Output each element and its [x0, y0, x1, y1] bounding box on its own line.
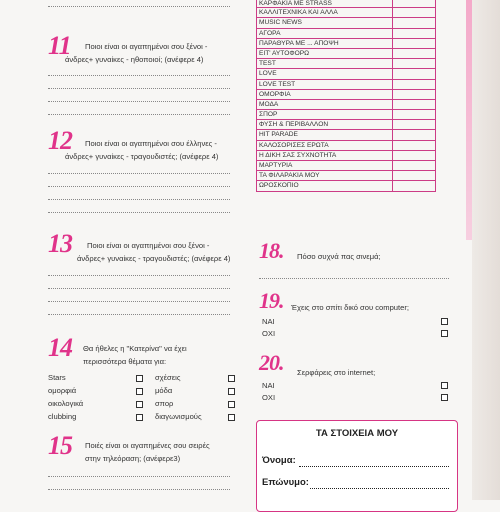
section-label: LOVE TEST: [257, 80, 393, 89]
question-text: Ποιοι είναι οι αγαπημένοι σου ξένοι -: [85, 42, 208, 51]
option-checkbox[interactable]: [228, 375, 235, 382]
question-text: Ποιοι είναι οι αγαπημένοι σου έλληνες -: [85, 139, 217, 148]
table-row: [256, 29, 436, 39]
section-label: ΑΓΟΡΑ: [257, 29, 393, 38]
surname-label: Επώνυμο:: [262, 477, 309, 488]
rating-cell[interactable]: [393, 171, 437, 180]
rating-cell[interactable]: [393, 151, 437, 160]
option-label: διαγωνισμούς: [155, 412, 202, 421]
rating-cell[interactable]: [393, 130, 437, 139]
name-label: Όνομα:: [262, 455, 296, 466]
question-text: άνδρες+ γυναίκες - τραγουδιστές; (ανέφερε 4): [77, 254, 231, 263]
rating-cell[interactable]: [393, 100, 437, 109]
question-text: Σερφάρεις στο internet;: [297, 368, 376, 377]
no-checkbox[interactable]: [441, 330, 448, 337]
option-label: οικολογικά: [48, 399, 84, 408]
section-label: LOVE: [257, 69, 393, 78]
section-label: ΚΑΡΦΑΚΙΑ ΜΕ STRASS: [257, 0, 393, 7]
table-row: [256, 120, 436, 130]
rating-cell[interactable]: [393, 110, 437, 119]
section-label: ΤΑ ΦΙΛΑΡΑΚΙΑ ΜΟΥ: [257, 171, 393, 180]
name-field[interactable]: [299, 466, 449, 467]
answer-line[interactable]: [48, 88, 230, 89]
table-row: [256, 69, 436, 79]
yes-option-label: ΝΑΙ: [262, 317, 275, 326]
option-label: clubbing: [48, 412, 77, 421]
details-title: ΤΑ ΣΤΟΙΧΕΙΑ ΜΟΥ: [315, 428, 399, 439]
section-label: Η ΔΙΚΗ ΣΑΣ ΣΥΧΝΟΤΗΤΑ: [257, 151, 393, 160]
section-label: TEST: [257, 59, 393, 68]
answer-line[interactable]: [48, 186, 230, 187]
question-number: 11: [48, 31, 71, 60]
table-row: [256, 171, 436, 181]
rating-cell[interactable]: [393, 181, 437, 190]
table-row: [256, 18, 436, 28]
question-number: 12: [48, 126, 72, 155]
option-label: μόδα: [155, 386, 173, 395]
question-number: 13: [48, 229, 72, 258]
section-label: ΟΜΟΡΦΙΑ: [257, 90, 393, 99]
table-row: [256, 80, 436, 90]
rating-cell[interactable]: [393, 80, 437, 89]
option-checkbox[interactable]: [136, 401, 143, 408]
question-number: 15: [48, 431, 72, 460]
question-text: Ποιοι είναι οι αγαπημένοι σου ξένοι -: [87, 241, 210, 250]
table-row: [256, 90, 436, 100]
rating-cell[interactable]: [393, 90, 437, 99]
question-text: άνδρες+ γυναίκες - τραγουδιστές; (ανέφερε 4): [65, 152, 219, 161]
rating-cell[interactable]: [393, 141, 437, 150]
answer-line[interactable]: [48, 301, 230, 302]
rating-cell[interactable]: [393, 59, 437, 68]
answer-line[interactable]: [48, 101, 230, 102]
section-label: ΦΥΣΗ & ΠΕΡΙΒΑΛΛΟΝ: [257, 120, 393, 129]
pink-edge-strip: [466, 0, 472, 240]
question-text: Ποιές είναι οι αγαπημένες σου σειρές: [85, 441, 210, 450]
answer-line[interactable]: [48, 199, 230, 200]
option-checkbox[interactable]: [228, 388, 235, 395]
answer-line[interactable]: [48, 75, 230, 76]
no-option-label: ΟΧΙ: [262, 393, 276, 402]
question-number: 14: [48, 333, 72, 362]
section-label: ΠΑΡΑΘΥΡΑ ΜΕ ... ΑΠΟΨΗ: [257, 39, 393, 48]
rating-cell[interactable]: [393, 18, 437, 27]
section-label: ΚΑΛΟΣΟΡΙΣΕΣ ΕΡΩΤΑ: [257, 141, 393, 150]
question-text: περισσότερα θέματα για:: [83, 357, 167, 366]
section-label: MUSIC NEWS: [257, 18, 393, 27]
answer-line[interactable]: [48, 275, 230, 276]
yes-checkbox[interactable]: [441, 382, 448, 389]
table-row: [256, 0, 436, 8]
rating-cell[interactable]: [393, 120, 437, 129]
table-row: [256, 130, 436, 140]
section-label: ΩΡΟΣΚΟΠΙΟ: [257, 181, 393, 190]
table-row: [256, 59, 436, 69]
section-label: ΜΑΡΤΥΡΙΑ: [257, 161, 393, 170]
section-label: ΚΑΛΛΙΤΕΧΝΙΚΑ ΚΑΙ ΑΛΛΑ: [257, 8, 393, 17]
answer-line[interactable]: [48, 212, 230, 213]
answer-line[interactable]: [48, 6, 230, 7]
option-label: σχέσεις: [155, 373, 181, 382]
table-row: [256, 49, 436, 59]
answer-line[interactable]: [48, 173, 230, 174]
section-label: ΣΠΟΡ: [257, 110, 393, 119]
rating-cell[interactable]: [393, 49, 437, 58]
option-checkbox[interactable]: [136, 375, 143, 382]
answer-line[interactable]: [48, 114, 230, 115]
table-row: [256, 100, 436, 110]
yes-checkbox[interactable]: [441, 318, 448, 325]
answer-line[interactable]: [48, 489, 230, 490]
question-text: άνδρες+ γυναίκες - ηθοποιοί; (ανέφερε 4): [65, 55, 204, 64]
question-text: στην τηλεόραση; (ανέφερε3): [85, 454, 181, 463]
table-row: [256, 181, 436, 191]
rating-cell[interactable]: [393, 0, 437, 7]
option-label: σπορ: [155, 399, 174, 408]
question-number: 19.: [259, 288, 284, 313]
option-checkbox[interactable]: [136, 414, 143, 421]
yes-option-label: ΝΑΙ: [262, 381, 275, 390]
option-label: ομορφιά: [48, 386, 77, 395]
question-number: 20.: [259, 350, 284, 375]
section-label: ΕΙΤ' ΑΥΤΟΦΟΡΩ: [257, 49, 393, 58]
section-label: HIT PARADE: [257, 130, 393, 139]
sections-table: [256, 0, 436, 192]
question-text: Πόσο συχνά πας σινεμά;: [297, 252, 381, 261]
table-row: [256, 141, 436, 151]
rating-cell[interactable]: [393, 161, 437, 170]
option-checkbox[interactable]: [228, 401, 235, 408]
rating-cell[interactable]: [393, 69, 437, 78]
question-number: 18.: [259, 238, 284, 263]
section-label: ΜΟΔΑ: [257, 100, 393, 109]
question-text: Θα ήθελες η "Κατερίνα" να έχει: [83, 344, 187, 353]
option-checkbox[interactable]: [136, 388, 143, 395]
no-option-label: ΟΧΙ: [262, 329, 276, 338]
question-text: Έχεις στο σπίτι δικό σου computer;: [291, 303, 409, 312]
rating-cell[interactable]: [393, 29, 437, 38]
surname-field[interactable]: [310, 488, 449, 489]
personal-details-box: [256, 420, 458, 512]
option-checkbox[interactable]: [228, 414, 235, 421]
table-row: [256, 39, 436, 49]
table-row: [256, 8, 436, 18]
answer-line[interactable]: [259, 278, 449, 279]
answer-line[interactable]: [48, 476, 230, 477]
table-row: [256, 110, 436, 120]
table-row: [256, 151, 436, 161]
rating-cell[interactable]: [393, 8, 437, 17]
table-row: [256, 161, 436, 171]
page-edge: [472, 0, 500, 500]
answer-line[interactable]: [48, 288, 230, 289]
answer-line[interactable]: [48, 314, 230, 315]
rating-cell[interactable]: [393, 39, 437, 48]
option-label: Stars: [48, 373, 66, 382]
no-checkbox[interactable]: [441, 394, 448, 401]
